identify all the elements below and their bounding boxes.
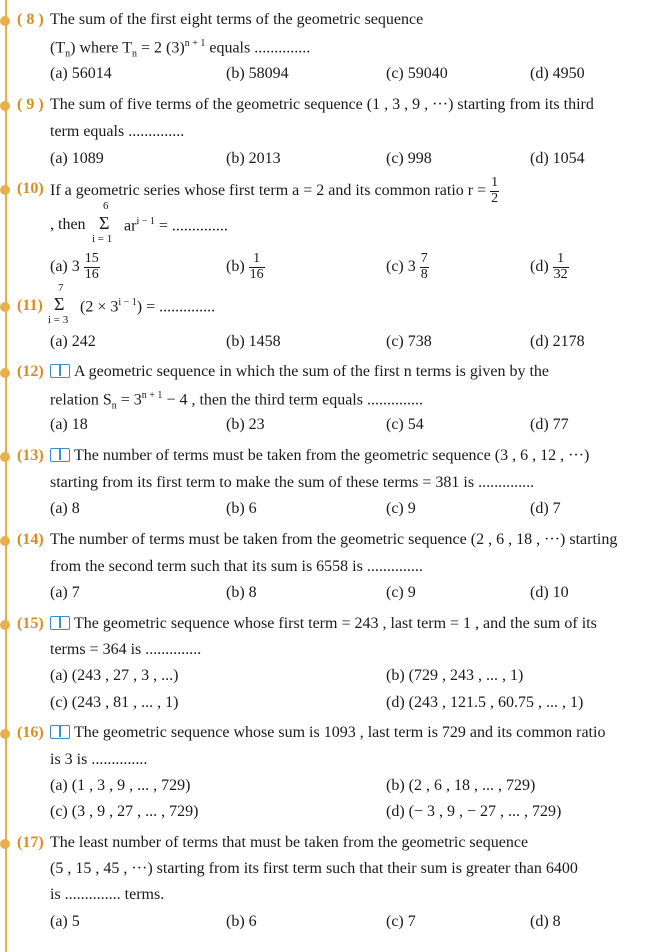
sum-lower-limit: i = 3 (48, 314, 69, 326)
bullet-dot (0, 839, 10, 849)
question-text: A geometric sequence in which the sum of the first n terms is given by the (50, 363, 549, 381)
option-a: (a) 5 (50, 913, 80, 930)
option-c: (c) 9 (386, 584, 416, 601)
question-number: (10) (17, 180, 44, 197)
sigma-symbol: Σ (99, 213, 110, 233)
option-d: (d) 4950 (530, 65, 585, 82)
question-text-line3: is .............. terms. (50, 886, 165, 903)
option-a: (a) 8 (50, 500, 80, 517)
option-d: (d) 10 (530, 584, 569, 601)
option-a: (a) (243 , 27 , 3 , ...) (50, 667, 179, 684)
question-text-line2: relation $S_n = 3^{n + 1} - 4$ , then the third term equals .............. (50, 390, 423, 412)
bullet-dot (0, 368, 10, 378)
sum-upper-limit: 7 (58, 282, 64, 294)
option-b: (b) 8 (226, 584, 257, 601)
question-text: If a geometric series whose first term a = 2 and its common ratio r = $\frac{1}{2}$ (50, 175, 499, 206)
question-text: The least number of terms that must be taken from the geometric sequence (50, 834, 529, 851)
question-number: (11) (17, 297, 43, 314)
bullet-dot (0, 302, 10, 312)
option-c: (c) (243 , 81 , ... , 1) (50, 694, 179, 711)
question-text-line2: is 3 is .............. (50, 751, 148, 768)
option-b: (b) $\frac{1}{16}$ (226, 251, 264, 282)
option-a: (a) 18 (50, 416, 88, 433)
question-text-line2: starting from its first term to make the sum of these terms = 381 is .............. (50, 474, 535, 491)
option-d: (d) 8 (530, 913, 561, 930)
option-c: (c) 7 (386, 913, 416, 930)
bullet-dot (0, 729, 10, 739)
option-a: (a) 7 (50, 584, 80, 601)
question-text-line2: terms = 364 is .............. (50, 641, 202, 658)
option-c: (c) 998 (386, 150, 432, 167)
option-a: (a) 56014 (50, 65, 112, 82)
option-b: (b) 1458 (226, 333, 281, 350)
option-c: (c) (3 , 9 , 27 , ... , 729) (50, 803, 199, 820)
option-a: (a) (1 , 3 , 9 , ... , 729) (50, 777, 191, 794)
question-number: (14) (17, 531, 44, 548)
option-d: (d) $\frac{1}{32}$ (530, 251, 568, 282)
bullet-dot (0, 452, 10, 462)
option-d: (d) 2178 (530, 333, 585, 350)
option-c: (c) 9 (386, 500, 416, 517)
book-icon (50, 616, 70, 630)
book-icon (50, 364, 70, 378)
bullet-dot (0, 101, 10, 111)
question-text: The geometric sequence whose sum is 1093 , last term is 729 and its common ratio (50, 724, 605, 742)
bullet-dot (0, 536, 10, 546)
option-b: (b) 23 (226, 416, 265, 433)
question-number: ( 9 ) (17, 96, 44, 113)
margin-rule (5, 0, 7, 952)
book-icon (50, 725, 70, 739)
option-b: (b) 6 (226, 500, 257, 517)
option-a: (a) 3 $\frac{15}{16}$ (50, 251, 99, 282)
bullet-dot (0, 185, 10, 195)
question-text-line2: $(T_n)$ where $T_n = 2$ $(3)^{n + 1}$ equals .............. (50, 38, 311, 60)
bullet-dot (0, 620, 10, 630)
option-b: (b) (729 , 243 , ... , 1) (386, 667, 524, 684)
question-number: (17) (17, 834, 44, 851)
option-c: (c) 3 $\frac{7}{8}$ (386, 251, 428, 282)
question-text: The number of terms must be taken from the geometric sequence (2 , 6 , 18 , ···) starting (50, 531, 618, 548)
question-number: ( 8 ) (17, 11, 44, 28)
question-text-line2: from the second term such that its sum is 6558 is .............. (50, 558, 423, 575)
option-d: (d) (243 , 121.5 , 60.75 , ... , 1) (386, 694, 584, 711)
sigma-symbol: Σ (54, 294, 65, 314)
option-c: (c) 59040 (386, 65, 448, 82)
question-text: The sum of the first eight terms of the geometric sequence (50, 11, 424, 28)
question-number: (13) (17, 447, 44, 464)
question-number: (16) (17, 724, 44, 741)
question-number: (15) (17, 615, 44, 632)
option-c: (c) 54 (386, 416, 424, 433)
option-b: (b) 58094 (226, 65, 289, 82)
option-d: (d) 7 (530, 500, 561, 517)
fraction-r: $\frac{1}{2}$ (491, 175, 499, 206)
question-text: The sum of five terms of the geometric sequence (1 , 3 , 9 , ···) starting from its third (50, 96, 594, 113)
option-d: (d) 1054 (530, 150, 585, 167)
question-text: The number of terms must be taken from the geometric sequence (3 , 6 , 12 , ···) (50, 447, 589, 465)
option-a: (a) 242 (50, 333, 96, 350)
sum-body: $(2 \times 3^{i - 1})$ = .............. (80, 297, 216, 316)
option-b: (b) 6 (226, 913, 257, 930)
option-b: (b) (2 , 6 , 18 , ... , 729) (386, 777, 536, 794)
option-b: (b) 2013 (226, 150, 281, 167)
option-d: (d) 77 (530, 416, 569, 433)
question-text: The geometric sequence whose first term = 243 , last term = 1 , and the sum of its (50, 615, 597, 633)
sum-body: $ar^{i - 1}$ = .............. (124, 216, 228, 235)
bullet-dot (0, 16, 10, 26)
option-d: (d) (− 3 , 9 , − 27 , ... , 729) (386, 803, 562, 820)
sum-lower-limit: i = 1 (92, 233, 113, 245)
then-label: , then (50, 216, 86, 233)
question-number: (12) (17, 363, 44, 380)
book-icon (50, 448, 70, 462)
question-text-line2: (5 , 15 , 45 , ···) starting from its first term such that their sum is greater than 6400 (50, 860, 578, 877)
question-text-line2: term equals .............. (50, 123, 185, 140)
sum-upper-limit: 6 (103, 200, 109, 212)
option-a: (a) 1089 (50, 150, 104, 167)
option-c: (c) 738 (386, 333, 432, 350)
